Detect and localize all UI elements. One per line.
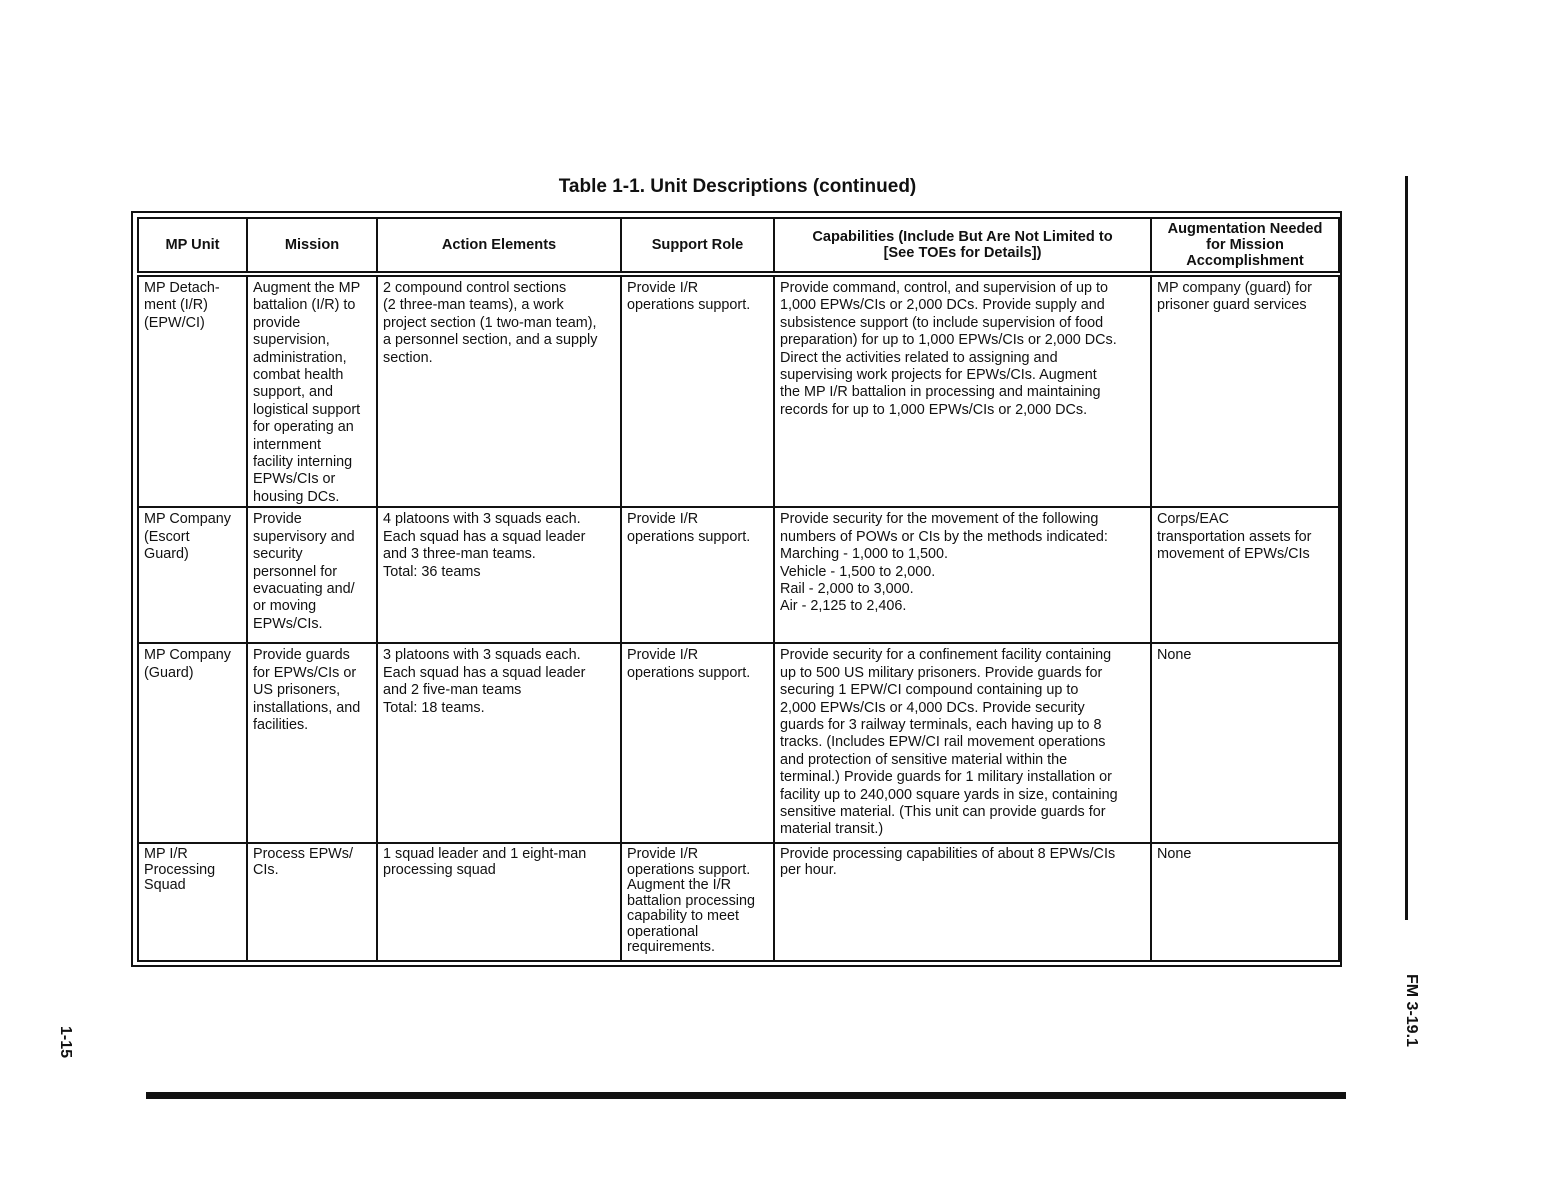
cell-line: movement of EPWs/CIs <box>1157 546 1310 563</box>
cell-line: tracks. (Includes EPW/CI rail movement operations <box>780 734 1106 751</box>
cell-line: internment <box>253 436 321 453</box>
cell-line: supervisory and <box>253 528 355 545</box>
header-action-elements: Action Elements <box>377 218 621 274</box>
cell-line: (2 three-man teams), a work <box>383 297 564 314</box>
cell-line: or moving <box>253 598 317 615</box>
cell-line: capability to meet <box>627 908 739 925</box>
cell-line: requirements. <box>627 939 715 956</box>
cell-line: evacuating and/ <box>253 580 355 597</box>
cell-line: a personnel section, and a supply <box>383 332 598 349</box>
table-title: Table 1-1. Unit Descriptions (continued) <box>558 176 917 197</box>
header-capabilities-line: [See TOEs for Details]) <box>883 245 1042 261</box>
cell-line: (Guard) <box>144 664 194 681</box>
cell-line: Provide I/R <box>627 647 699 664</box>
cell-line: MP I/R <box>144 846 188 863</box>
cell-line: records for up to 1,000 EPWs/CIs or 2,000 DCs. <box>780 401 1088 418</box>
cell-line: Provide guards <box>253 647 350 664</box>
header-support-role: Support Role <box>621 218 774 274</box>
cell-line: 3 platoons with 3 squads each. <box>383 647 581 664</box>
cell-line: Provide security for a confinement facility containing <box>780 647 1112 664</box>
cell-line: securing 1 EPW/CI compound containing up to <box>780 682 1079 699</box>
cell-unit <box>138 643 247 843</box>
cell-line: Provide I/R <box>627 280 699 296</box>
table-row <box>138 507 1339 643</box>
cell-line: 2,000 EPWs/CIs or 4,000 DCs. Provide security <box>780 699 1085 716</box>
cell-line: for EPWs/CIs or <box>253 664 357 681</box>
cell-line: facility interning <box>253 454 353 471</box>
cell-line: Air - 2,125 to 2,406. <box>780 598 907 615</box>
cell-line: MP Company <box>144 511 231 528</box>
cell-line: section. <box>383 349 433 366</box>
cell-line: up to 500 US military prisoners. Provide guards for <box>780 664 1103 681</box>
cell-line: 1 squad leader and 1 eight-man <box>383 846 587 863</box>
cell-line: sensitive material. (This unit can provide guards for <box>780 803 1106 820</box>
cell-mission <box>247 843 377 961</box>
cell-line: Provide I/R <box>627 846 699 863</box>
table-row <box>138 274 1339 507</box>
cell-line: operations support. <box>627 861 751 878</box>
cell-action-elements <box>377 274 621 507</box>
cell-line: facilities. <box>253 716 309 733</box>
cell-capabilities <box>774 274 1151 507</box>
cell-line: Vehicle - 1,500 to 2,000. <box>780 563 936 580</box>
cell-action-elements <box>377 843 621 961</box>
cell-line: EPWs/CIs or <box>253 471 336 488</box>
cell-line: ment (I/R) <box>144 297 208 314</box>
cell-line: 1,000 EPWs/CIs or 2,000 DCs. Provide supply and <box>780 297 1105 314</box>
cell-line: Process EPWs/ <box>253 846 353 863</box>
cell-line: battalion processing <box>627 892 755 909</box>
cell-line: and protection of sensitive material within the <box>780 751 1068 768</box>
table-row <box>138 843 1339 961</box>
cell-line: for operating an <box>253 419 354 436</box>
cell-augmentation <box>1151 274 1339 507</box>
unit-descriptions-table <box>137 217 1340 962</box>
cell-line: facility up to 240,000 square yards in size, containing <box>780 786 1118 803</box>
cell-line: Guard) <box>144 546 189 563</box>
table-body <box>138 274 1339 961</box>
cell-augmentation <box>1151 507 1339 643</box>
cell-line: None <box>1157 846 1192 863</box>
bottom-rule <box>146 1092 1346 1099</box>
header-capabilities <box>774 218 1151 274</box>
cell-line: operations support. <box>627 664 751 681</box>
page-number: 1-15 <box>57 1026 74 1059</box>
cell-line: logistical support <box>253 401 361 418</box>
right-rule <box>1405 176 1408 920</box>
cell-support-role <box>621 274 774 507</box>
cell-line: numbers of POWs or CIs by the methods indicated: <box>780 528 1108 545</box>
cell-line: MP Company <box>144 647 231 664</box>
cell-support-role <box>621 643 774 843</box>
cell-line: Augment the I/R <box>627 877 731 894</box>
cell-line: Provide command, control, and supervision of up to <box>780 280 1108 296</box>
cell-line: project section (1 two-man team), <box>383 314 597 331</box>
cell-line: 2 compound control sections <box>383 280 567 296</box>
cell-line: and 2 five-man teams <box>383 682 522 699</box>
cell-line: supervision, <box>253 332 330 349</box>
header-mission: Mission <box>247 218 377 274</box>
cell-line: MP company (guard) for <box>1157 280 1312 296</box>
cell-line: Squad <box>144 877 186 894</box>
cell-unit <box>138 507 247 643</box>
cell-mission <box>247 274 377 507</box>
header-capabilities-line: Capabilities (Include But Are Not Limited to <box>812 229 1113 245</box>
cell-line: per hour. <box>780 861 837 878</box>
cell-action-elements <box>377 643 621 843</box>
cell-line: Total: 36 teams <box>383 563 481 580</box>
table-frame <box>131 211 1342 967</box>
cell-line: CIs. <box>253 861 279 878</box>
cell-line: Each squad has a squad leader <box>383 664 586 681</box>
cell-augmentation <box>1151 643 1339 843</box>
cell-support-role <box>621 843 774 961</box>
cell-capabilities <box>774 643 1151 843</box>
cell-line: administration, <box>253 349 347 366</box>
cell-line: the MP I/R battalion in processing and maintaining <box>780 384 1101 401</box>
cell-line: 4 platoons with 3 squads each. <box>383 511 581 528</box>
cell-augmentation <box>1151 843 1339 961</box>
cell-line: None <box>1157 647 1192 664</box>
manual-id: FM 3-19.1 <box>1403 974 1420 1047</box>
header-augmentation <box>1151 218 1339 274</box>
cell-line: material transit.) <box>780 821 884 838</box>
cell-mission <box>247 507 377 643</box>
cell-line: prisoner guard services <box>1157 297 1307 314</box>
cell-line: EPWs/CIs. <box>253 615 323 632</box>
cell-action-elements <box>377 507 621 643</box>
cell-line: MP Detach- <box>144 280 220 296</box>
header-augmentation-line: Augmentation Needed <box>1167 221 1323 237</box>
cell-line: provide <box>253 314 301 331</box>
cell-line: and 3 three-man teams. <box>383 546 536 563</box>
cell-line: preparation) for up to 1,000 EPWs/CIs or 2,000 DCs. <box>780 332 1117 349</box>
cell-line: transportation assets for <box>1157 528 1312 545</box>
cell-line: processing squad <box>383 861 496 878</box>
cell-line: Provide security for the movement of the following <box>780 511 1099 528</box>
cell-line: battalion (I/R) to <box>253 297 356 314</box>
cell-mission <box>247 643 377 843</box>
cell-line: Provide I/R <box>627 511 699 528</box>
cell-line: combat health <box>253 367 344 384</box>
cell-line: subsistence support (to include supervision of food <box>780 314 1104 331</box>
cell-line: (Escort <box>144 528 190 545</box>
cell-line: US prisoners, <box>253 682 341 699</box>
cell-line: terminal.) Provide guards for 1 military installation or <box>780 769 1112 786</box>
cell-line: guards for 3 railway terminals, each having up to 8 <box>780 716 1102 733</box>
cell-line: support, and <box>253 384 334 401</box>
cell-line: Direct the activities related to assigning and <box>780 349 1058 366</box>
cell-line: Marching - 1,000 to 1,500. <box>780 546 948 563</box>
cell-line: (EPW/CI) <box>144 314 205 331</box>
cell-line: operations support. <box>627 528 751 545</box>
header-augmentation-line: Accomplishment <box>1186 253 1304 269</box>
cell-line: personnel for <box>253 563 337 580</box>
cell-line: operational <box>627 923 699 940</box>
header-augmentation-line: for Mission <box>1206 237 1284 253</box>
cell-line: Total: 18 teams. <box>383 699 485 716</box>
cell-line: installations, and <box>253 699 361 716</box>
cell-capabilities <box>774 843 1151 961</box>
cell-line: operations support. <box>627 297 751 314</box>
cell-unit <box>138 843 247 961</box>
cell-line: supervising work projects for EPWs/CIs. Augment <box>780 367 1097 384</box>
cell-support-role <box>621 507 774 643</box>
cell-line: Corps/EAC <box>1157 511 1229 528</box>
cell-line: Augment the MP <box>253 280 361 296</box>
cell-line: Rail - 2,000 to 3,000. <box>780 580 914 597</box>
cell-line: Processing <box>144 861 216 878</box>
cell-line: Provide processing capabilities of about 8 EPWs/CIs <box>780 846 1116 863</box>
header-row <box>138 218 1339 274</box>
cell-line: Provide <box>253 511 302 528</box>
table-row <box>138 643 1339 843</box>
cell-line: housing DCs. <box>253 488 340 505</box>
header-mp-unit: MP Unit <box>138 218 247 274</box>
cell-capabilities <box>774 507 1151 643</box>
cell-unit <box>138 274 247 507</box>
cell-line: Each squad has a squad leader <box>383 528 586 545</box>
cell-line: security <box>253 546 303 563</box>
